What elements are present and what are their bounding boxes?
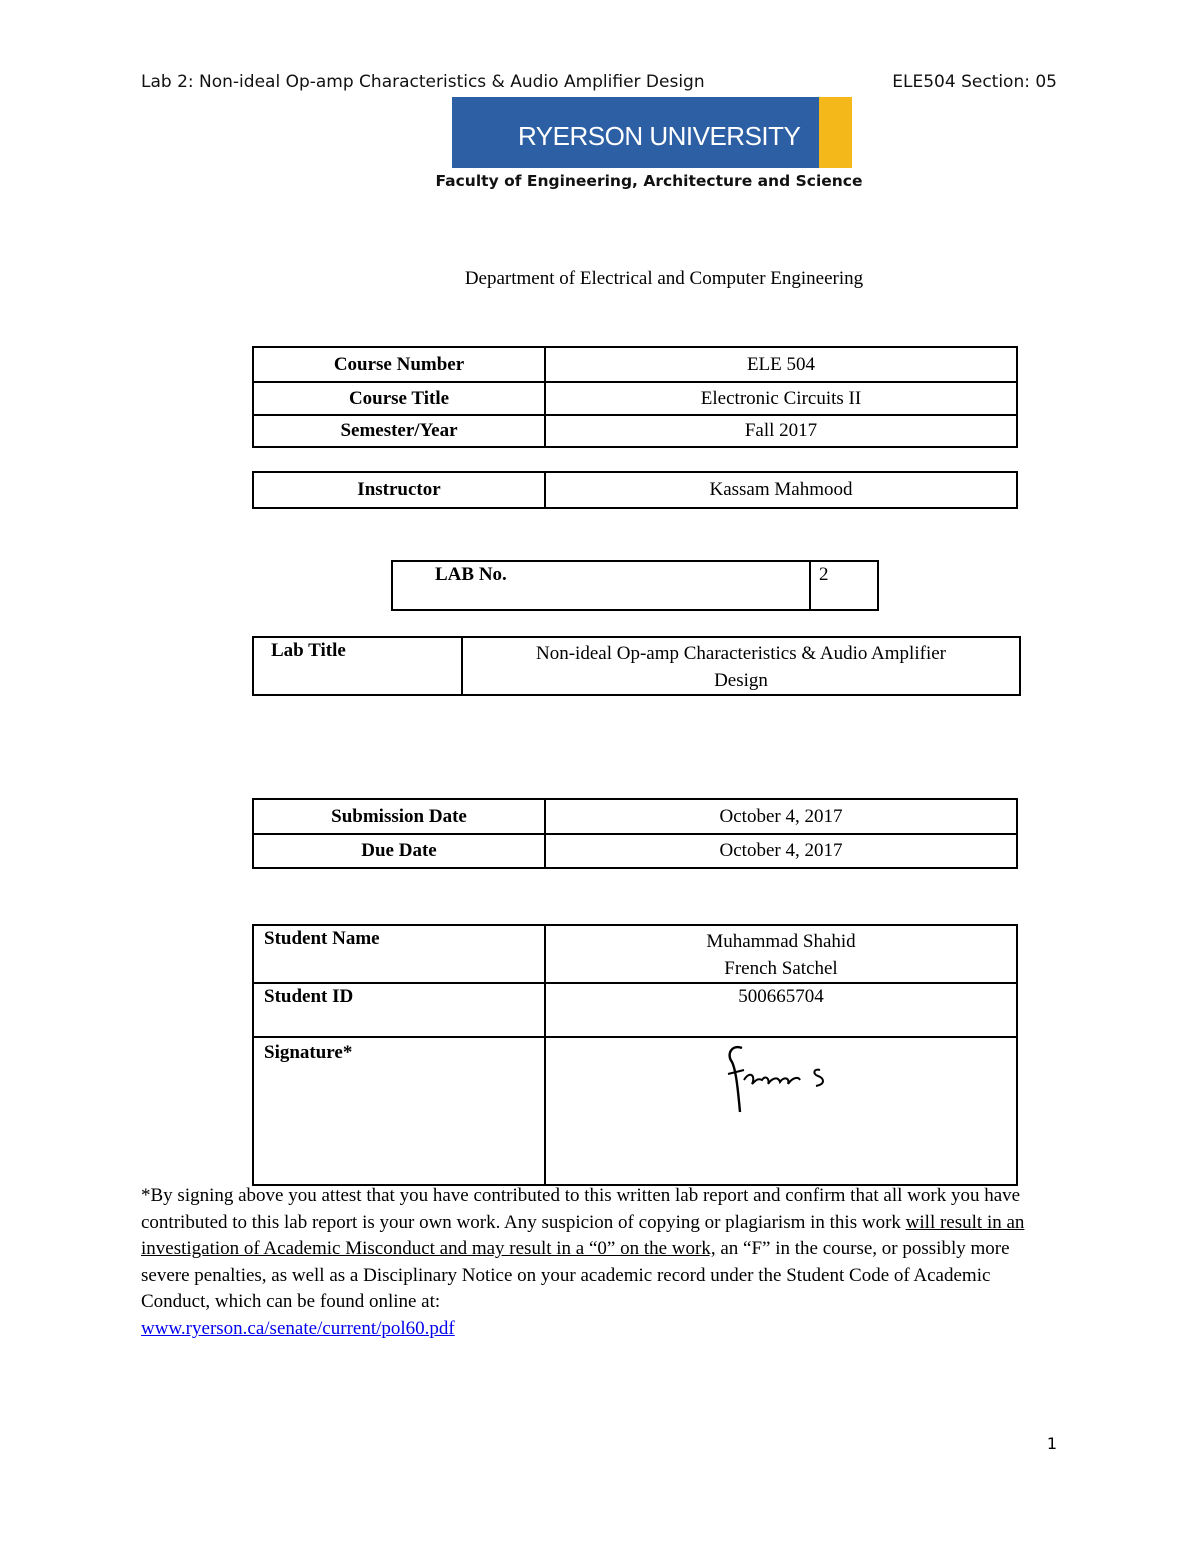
- student-id-value: 500665704: [545, 983, 1017, 1037]
- running-header-title: Lab 2: Non-ideal Op-amp Characteristics & Audio Amplifier Design: [141, 72, 705, 92]
- submission-date-value: October 4, 2017: [545, 799, 1017, 834]
- page-number: 1: [1046, 1434, 1057, 1453]
- table-row: [253, 472, 1017, 508]
- policy-link[interactable]: www.ryerson.ca/senate/current/pol60.pdf: [141, 1317, 455, 1339]
- table-row: [253, 637, 1020, 695]
- signature-label: Signature*: [253, 1037, 545, 1185]
- note-underlined-text: will result in an investigation of Academic Misconduct and may result in a “0” on the work,: [141, 1211, 1025, 1260]
- student-table: [252, 924, 1018, 1186]
- lab-title-value: [462, 637, 1020, 695]
- submission-date-label: Submission Date: [253, 799, 545, 834]
- ryerson-logo: [452, 97, 852, 168]
- faculty-name: Faculty of Engineering, Architecture and Science: [435, 172, 863, 190]
- running-header-section: ELE504 Section: 05: [892, 72, 1057, 92]
- table-row: [253, 415, 1017, 447]
- lab-number-table: [391, 560, 879, 611]
- note-text-2: an “F” in the course, or possibly more severe penalties, as well as a Disciplinary Notice on your academic record under the Student Code of Academic Conduct, which can be found online at:: [141, 1238, 1010, 1313]
- student-name-line-2: French Satchel: [724, 958, 838, 979]
- instructor-label: Instructor: [253, 472, 545, 508]
- course-table: [252, 346, 1018, 448]
- lab-title-table: [252, 636, 1021, 696]
- department-name: Department of Electrical and Computer Engineering: [464, 268, 864, 289]
- table-row: [253, 799, 1017, 834]
- course-number-value: ELE 504: [545, 347, 1017, 382]
- dates-table: [252, 798, 1018, 869]
- lab-number-label: LAB No.: [392, 561, 810, 610]
- signature-image: [722, 1040, 852, 1120]
- student-name-label: Student Name: [253, 925, 545, 983]
- table-row: [253, 1037, 1017, 1185]
- lab-title-label: Lab Title: [253, 637, 462, 695]
- note-text-1: *By signing above you attest that you have contributed to this written lab report and confirm that all work you have contributed to this lab report is your own work. Any suspicion of copying or plagiarism in this work: [141, 1185, 1021, 1233]
- student-name-line-1: Muhammad Shahid: [706, 931, 856, 952]
- course-number-label: Course Number: [253, 347, 545, 382]
- course-title-label: Course Title: [253, 382, 545, 415]
- table-row: [253, 382, 1017, 415]
- table-row: [253, 834, 1017, 868]
- logo-gold-bar: [819, 97, 852, 168]
- table-row: [253, 347, 1017, 382]
- table-row: [253, 925, 1017, 983]
- table-row: [253, 983, 1017, 1037]
- logo-text: RYERSON UNIVERSITY: [518, 121, 801, 151]
- due-date-label: Due Date: [253, 834, 545, 868]
- lab-number-value: 2: [810, 561, 878, 610]
- table-row: [392, 561, 878, 610]
- attestation-note: [141, 1183, 1061, 1343]
- semester-value: Fall 2017: [545, 415, 1017, 447]
- lab-title-line-1: Non-ideal Op-amp Characteristics & Audio Amplifier: [536, 643, 946, 664]
- course-title-value: Electronic Circuits II: [545, 382, 1017, 415]
- student-id-label: Student ID: [253, 983, 545, 1037]
- lab-title-line-2: Design: [714, 670, 768, 691]
- semester-label: Semester/Year: [253, 415, 545, 447]
- student-name-value: [545, 925, 1017, 983]
- instructor-value: Kassam Mahmood: [545, 472, 1017, 508]
- instructor-table: [252, 471, 1018, 509]
- due-date-value: October 4, 2017: [545, 834, 1017, 868]
